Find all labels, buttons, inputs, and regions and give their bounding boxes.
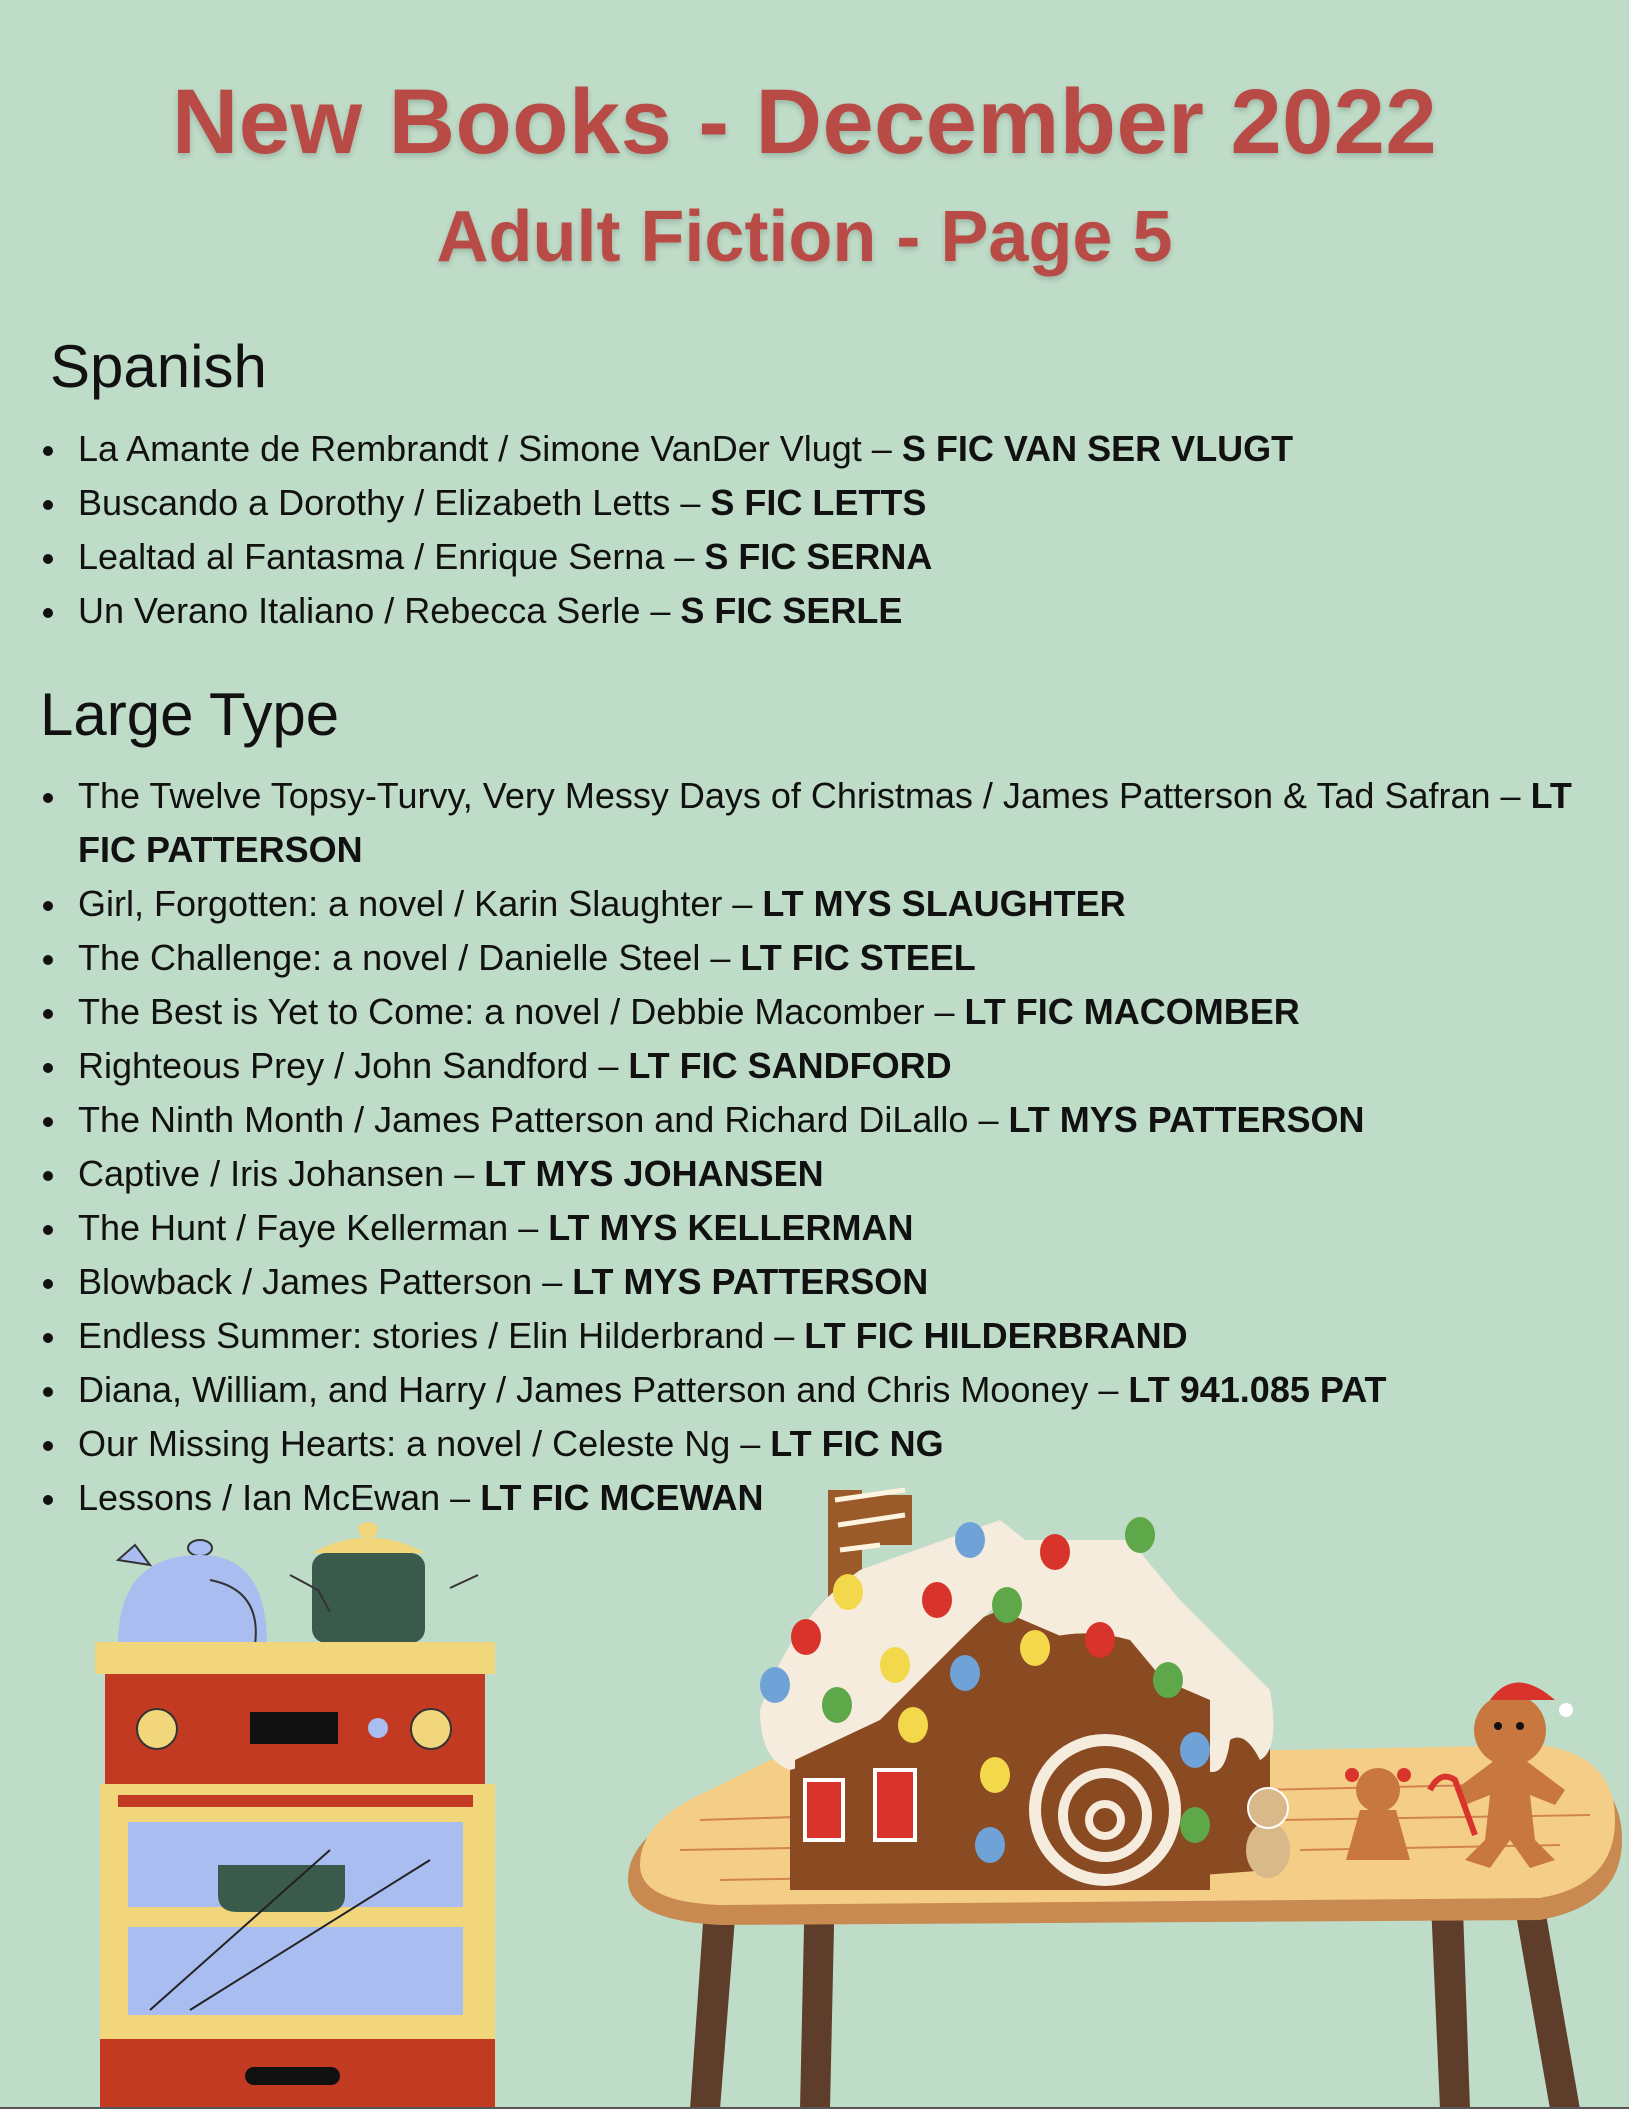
book-title-author: Diana, William, and Harry / James Patterson and Chris Mooney – — [78, 1369, 1129, 1410]
call-number: LT MYS KELLERMAN — [548, 1207, 914, 1248]
call-number: S FIC VAN SER VLUGT — [901, 428, 1294, 469]
call-number: LT FIC HILDERBRAND — [804, 1315, 1188, 1356]
list-item — [40, 530, 1615, 584]
gingerbread-house-illustration — [760, 1490, 1273, 1890]
book-title-author: Buscando a Dorothy / Elizabeth Letts – — [78, 482, 711, 523]
list-item — [40, 1363, 1615, 1417]
call-number: S FIC SERNA — [704, 536, 933, 577]
spanish-book-list — [40, 422, 1615, 638]
call-number: LT FIC MACOMBER — [964, 991, 1300, 1032]
list-item — [40, 1093, 1615, 1147]
page-title: New Books - December 2022 — [171, 71, 1438, 173]
section-heading-large-type: Large Type — [40, 681, 340, 748]
book-title-author: The Hunt / Faye Kellerman – — [78, 1207, 549, 1248]
list-item — [40, 584, 1615, 638]
table-illustration — [628, 1745, 1622, 2109]
book-title-author: Endless Summer: stories / Elin Hilderbrand – — [78, 1315, 805, 1356]
book-title-author: Lealtad al Fantasma / Enrique Serna – — [78, 536, 705, 577]
book-title-author: Un Verano Italiano / Rebecca Serle – — [78, 590, 681, 631]
book-title-author: Righteous Prey / John Sandford – — [78, 1045, 629, 1086]
call-number: LT FIC NG — [770, 1423, 944, 1464]
large-type-book-list — [40, 769, 1615, 1525]
book-title-author: The Ninth Month / James Patterson and Richard DiLallo – — [78, 1099, 1009, 1140]
list-item — [40, 422, 1615, 476]
list-item — [40, 1147, 1615, 1201]
list-item — [40, 476, 1615, 530]
call-number: LT MYS PATTERSON — [1008, 1099, 1365, 1140]
book-title-author: Blowback / James Patterson – — [78, 1261, 573, 1302]
call-number: LT MYS JOHANSEN — [484, 1153, 824, 1194]
book-title-author: Captive / Iris Johansen – — [78, 1153, 485, 1194]
call-number: S FIC LETTS — [710, 482, 927, 523]
call-number: LT MYS PATTERSON — [572, 1261, 929, 1302]
stove-illustration — [95, 1522, 495, 2109]
list-item — [40, 1039, 1615, 1093]
book-title-author: La Amante de Rembrandt / Simone VanDer Vlugt – — [78, 428, 902, 469]
list-item — [40, 1417, 1615, 1471]
call-number: LT 941.085 PAT — [1128, 1369, 1387, 1410]
call-number: LT FIC STEEL — [740, 937, 976, 978]
list-item — [40, 1309, 1615, 1363]
book-title-author: Girl, Forgotten: a novel / Karin Slaughter – — [78, 883, 763, 924]
gingerbread-cookies-illustration — [1246, 1683, 1573, 1879]
book-title-author: Lessons / Ian McEwan – — [78, 1477, 481, 1518]
list-item — [40, 877, 1615, 931]
book-title-author: The Twelve Topsy-Turvy, Very Messy Days of Christmas / James Patterson & Tad Safran – — [78, 775, 1531, 816]
book-title-author: The Best is Yet to Come: a novel / Debbie Macomber – — [78, 991, 965, 1032]
call-number: LT FIC PATTERSON — [78, 775, 1572, 870]
book-title-author: The Challenge: a novel / Danielle Steel – — [78, 937, 741, 978]
list-item — [40, 985, 1615, 1039]
call-number: S FIC SERLE — [680, 590, 903, 631]
list-item — [40, 1471, 1615, 1525]
book-title-author: Our Missing Hearts: a novel / Celeste Ng – — [78, 1423, 771, 1464]
list-item — [40, 769, 1615, 877]
page-subtitle: Adult Fiction - Page 5 — [436, 197, 1173, 277]
call-number: LT FIC SANDFORD — [628, 1045, 952, 1086]
list-item — [40, 931, 1615, 985]
list-item — [40, 1201, 1615, 1255]
list-item — [40, 1255, 1615, 1309]
call-number: LT MYS SLAUGHTER — [762, 883, 1126, 924]
section-heading-spanish: Spanish — [50, 333, 267, 400]
call-number: LT FIC MCEWAN — [480, 1477, 764, 1518]
